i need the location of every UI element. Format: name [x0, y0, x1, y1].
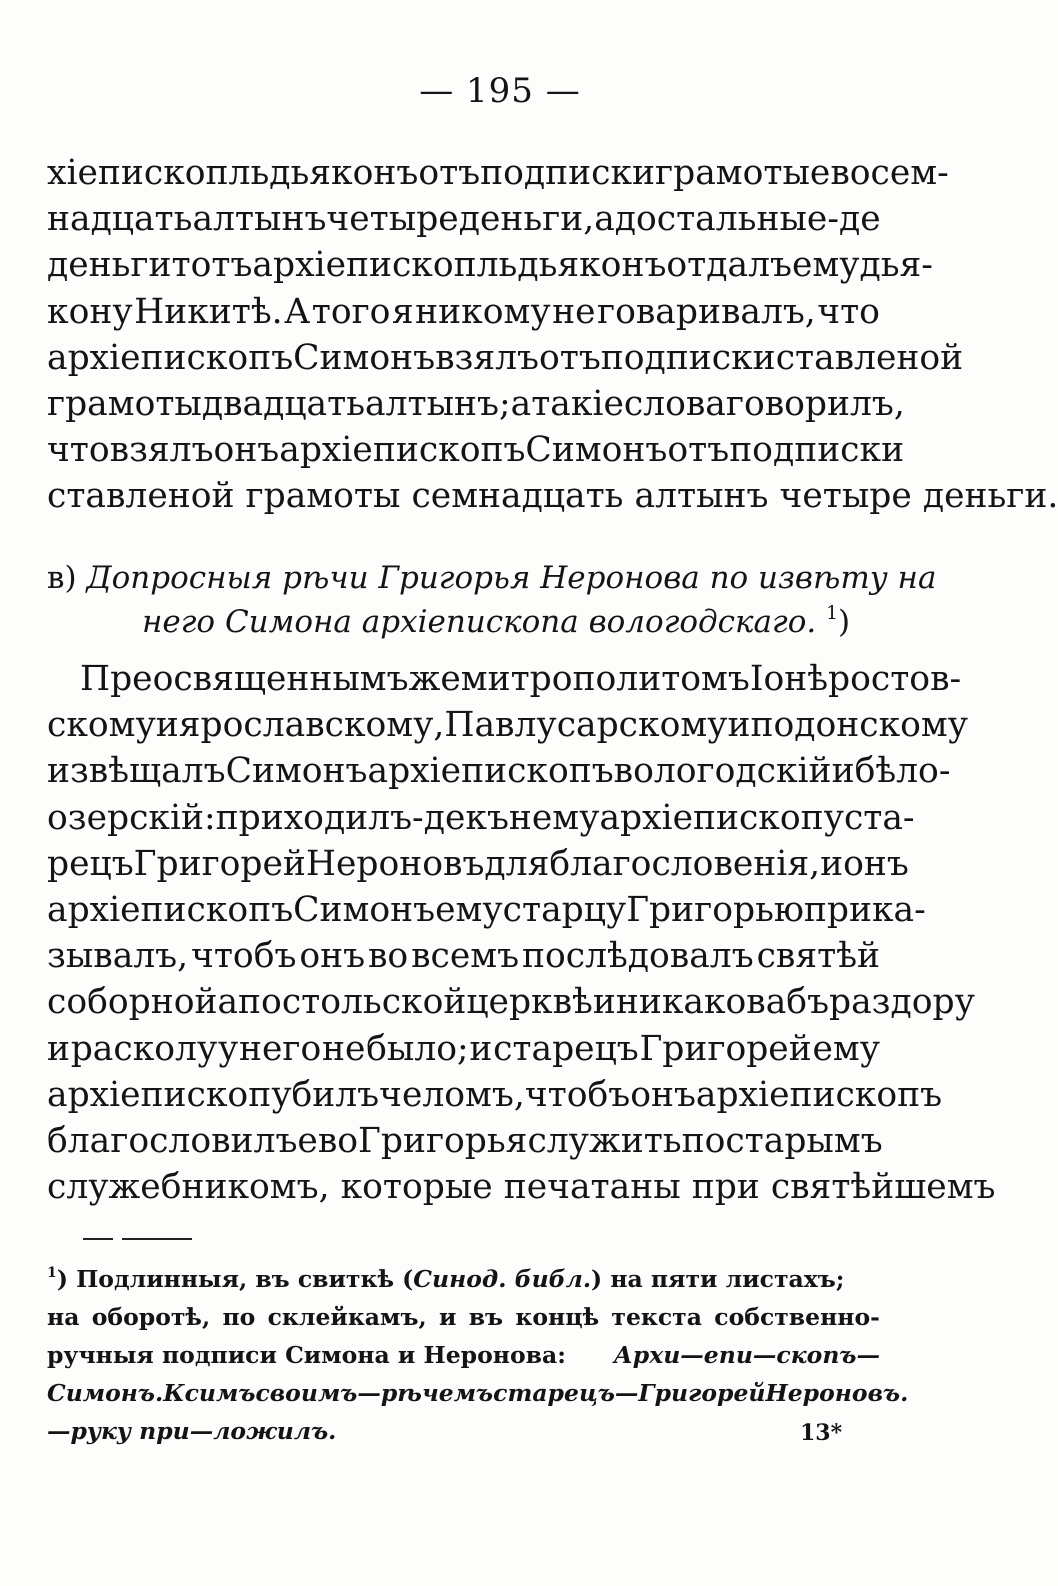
footnote-line-4	[47, 1376, 909, 1411]
paragraph2-line: извѣщалъ Симонъ архіепископъ вологодскій и бѣло-	[47, 751, 951, 792]
footnote-line-3	[47, 1338, 880, 1373]
signature-mark: 13*	[800, 1420, 843, 1446]
footnote-text-2: на оборотѣ, по склейкамъ, и въ концѣ текста собственно-	[47, 1303, 880, 1331]
footnote-line-2	[47, 1300, 880, 1335]
paragraph1-line: что взялъ онъ архіепископъ Симонъ отъ подписки	[47, 430, 905, 471]
footnote-text-3b: Архи—епи—скопъ—	[613, 1341, 880, 1369]
section-title-line-2: него Симона архіепископа вологодскаго.	[142, 604, 817, 640]
section-letter: в)	[47, 560, 77, 596]
page-number: — 195 —	[419, 71, 581, 111]
footnote-text-3a: ручныя подписи Симона и Неронова:	[47, 1341, 566, 1369]
paragraph2-line: архіепископу билъ челомъ, чтобъ онъ архіепископъ	[47, 1074, 943, 1115]
footnote-separator	[83, 1238, 113, 1240]
paragraph2-line: озерскій: приходилъ-де къ нему архіепископу ста-	[47, 797, 915, 838]
paragraph1-line: хіепископль дьяконъ отъ подписки грамоты ево сем-	[47, 153, 949, 193]
paragraph2-line: архіепископъ Симонъ ему старцу Григорью прика-	[47, 890, 926, 930]
paragraph1-line: надцать алтынъ четыре деньги, а достальные-де	[47, 199, 881, 240]
paragraph1-line: кону Никитѣ. А того я никому не говаривалъ, что	[47, 291, 880, 332]
footnote-marker: 1	[47, 1265, 57, 1282]
paragraph2-line: соборной апостольской церквѣ и никакова бъ раздору	[47, 982, 975, 1023]
footnote-ref-paren: )	[837, 604, 851, 640]
footnote-text-5: —руку при—ложилъ.	[47, 1417, 337, 1445]
paragraph2-line: рецъ Григорей Нероновъ для благословенія, и онъ	[47, 843, 909, 884]
paragraph2-line: служебникомъ, которые печатаны при святѣйшемъ	[47, 1167, 996, 1208]
section-heading-line-1	[47, 556, 936, 600]
footnote-source: Синод. библ.	[413, 1265, 592, 1293]
paragraph2-line: скому и ярославскому, Павлу сарскому и подонскому	[47, 705, 969, 746]
footnote-line-1	[47, 1262, 880, 1297]
footnote-ref: 1	[826, 602, 838, 624]
paragraph1-line: архіепископъ Симонъ взялъ отъ подписки ставленой	[47, 337, 964, 378]
paragraph1-line: ставленой грамоты семнадцать алтынъ четыре деньги.	[47, 476, 1058, 517]
paragraph1-line: деньги тотъ архіепископль дьяконъ отдалъ ему дья-	[47, 245, 933, 286]
footnote-line-5	[47, 1414, 880, 1449]
footnote-text-4: Симонъ. К симъ своимъ—рѣчемъ старецъ—Григорей Нероновъ.	[47, 1379, 909, 1407]
footnote-separator-2	[122, 1238, 192, 1240]
paragraph2-line: зывалъ, чтобъ онъ во всемъ послѣдовалъ святѣй	[47, 936, 880, 977]
footnote-text-1b: ) на пяти листахъ;	[591, 1265, 845, 1293]
paragraph2-line: благословилъ ево Григорья служить по старымъ	[47, 1121, 883, 1161]
paragraph1-line: грамоты двадцать алтынъ; а такіе слова говорилъ,	[47, 384, 905, 424]
footnote-text-1a: ) Подлинныя, въ свиткѣ (	[56, 1265, 414, 1293]
paragraph2-line: и расколу у него не было; и старецъ Григорей ему	[47, 1028, 880, 1069]
section-title-line-1: Допросныя рѣчи Григорья Неронова по извѣту на	[86, 560, 937, 596]
section-heading-line-2	[142, 600, 850, 644]
paragraph2-line: Преосвященнымъ же митрополитомъ Іонѣ ростов-	[80, 659, 962, 699]
